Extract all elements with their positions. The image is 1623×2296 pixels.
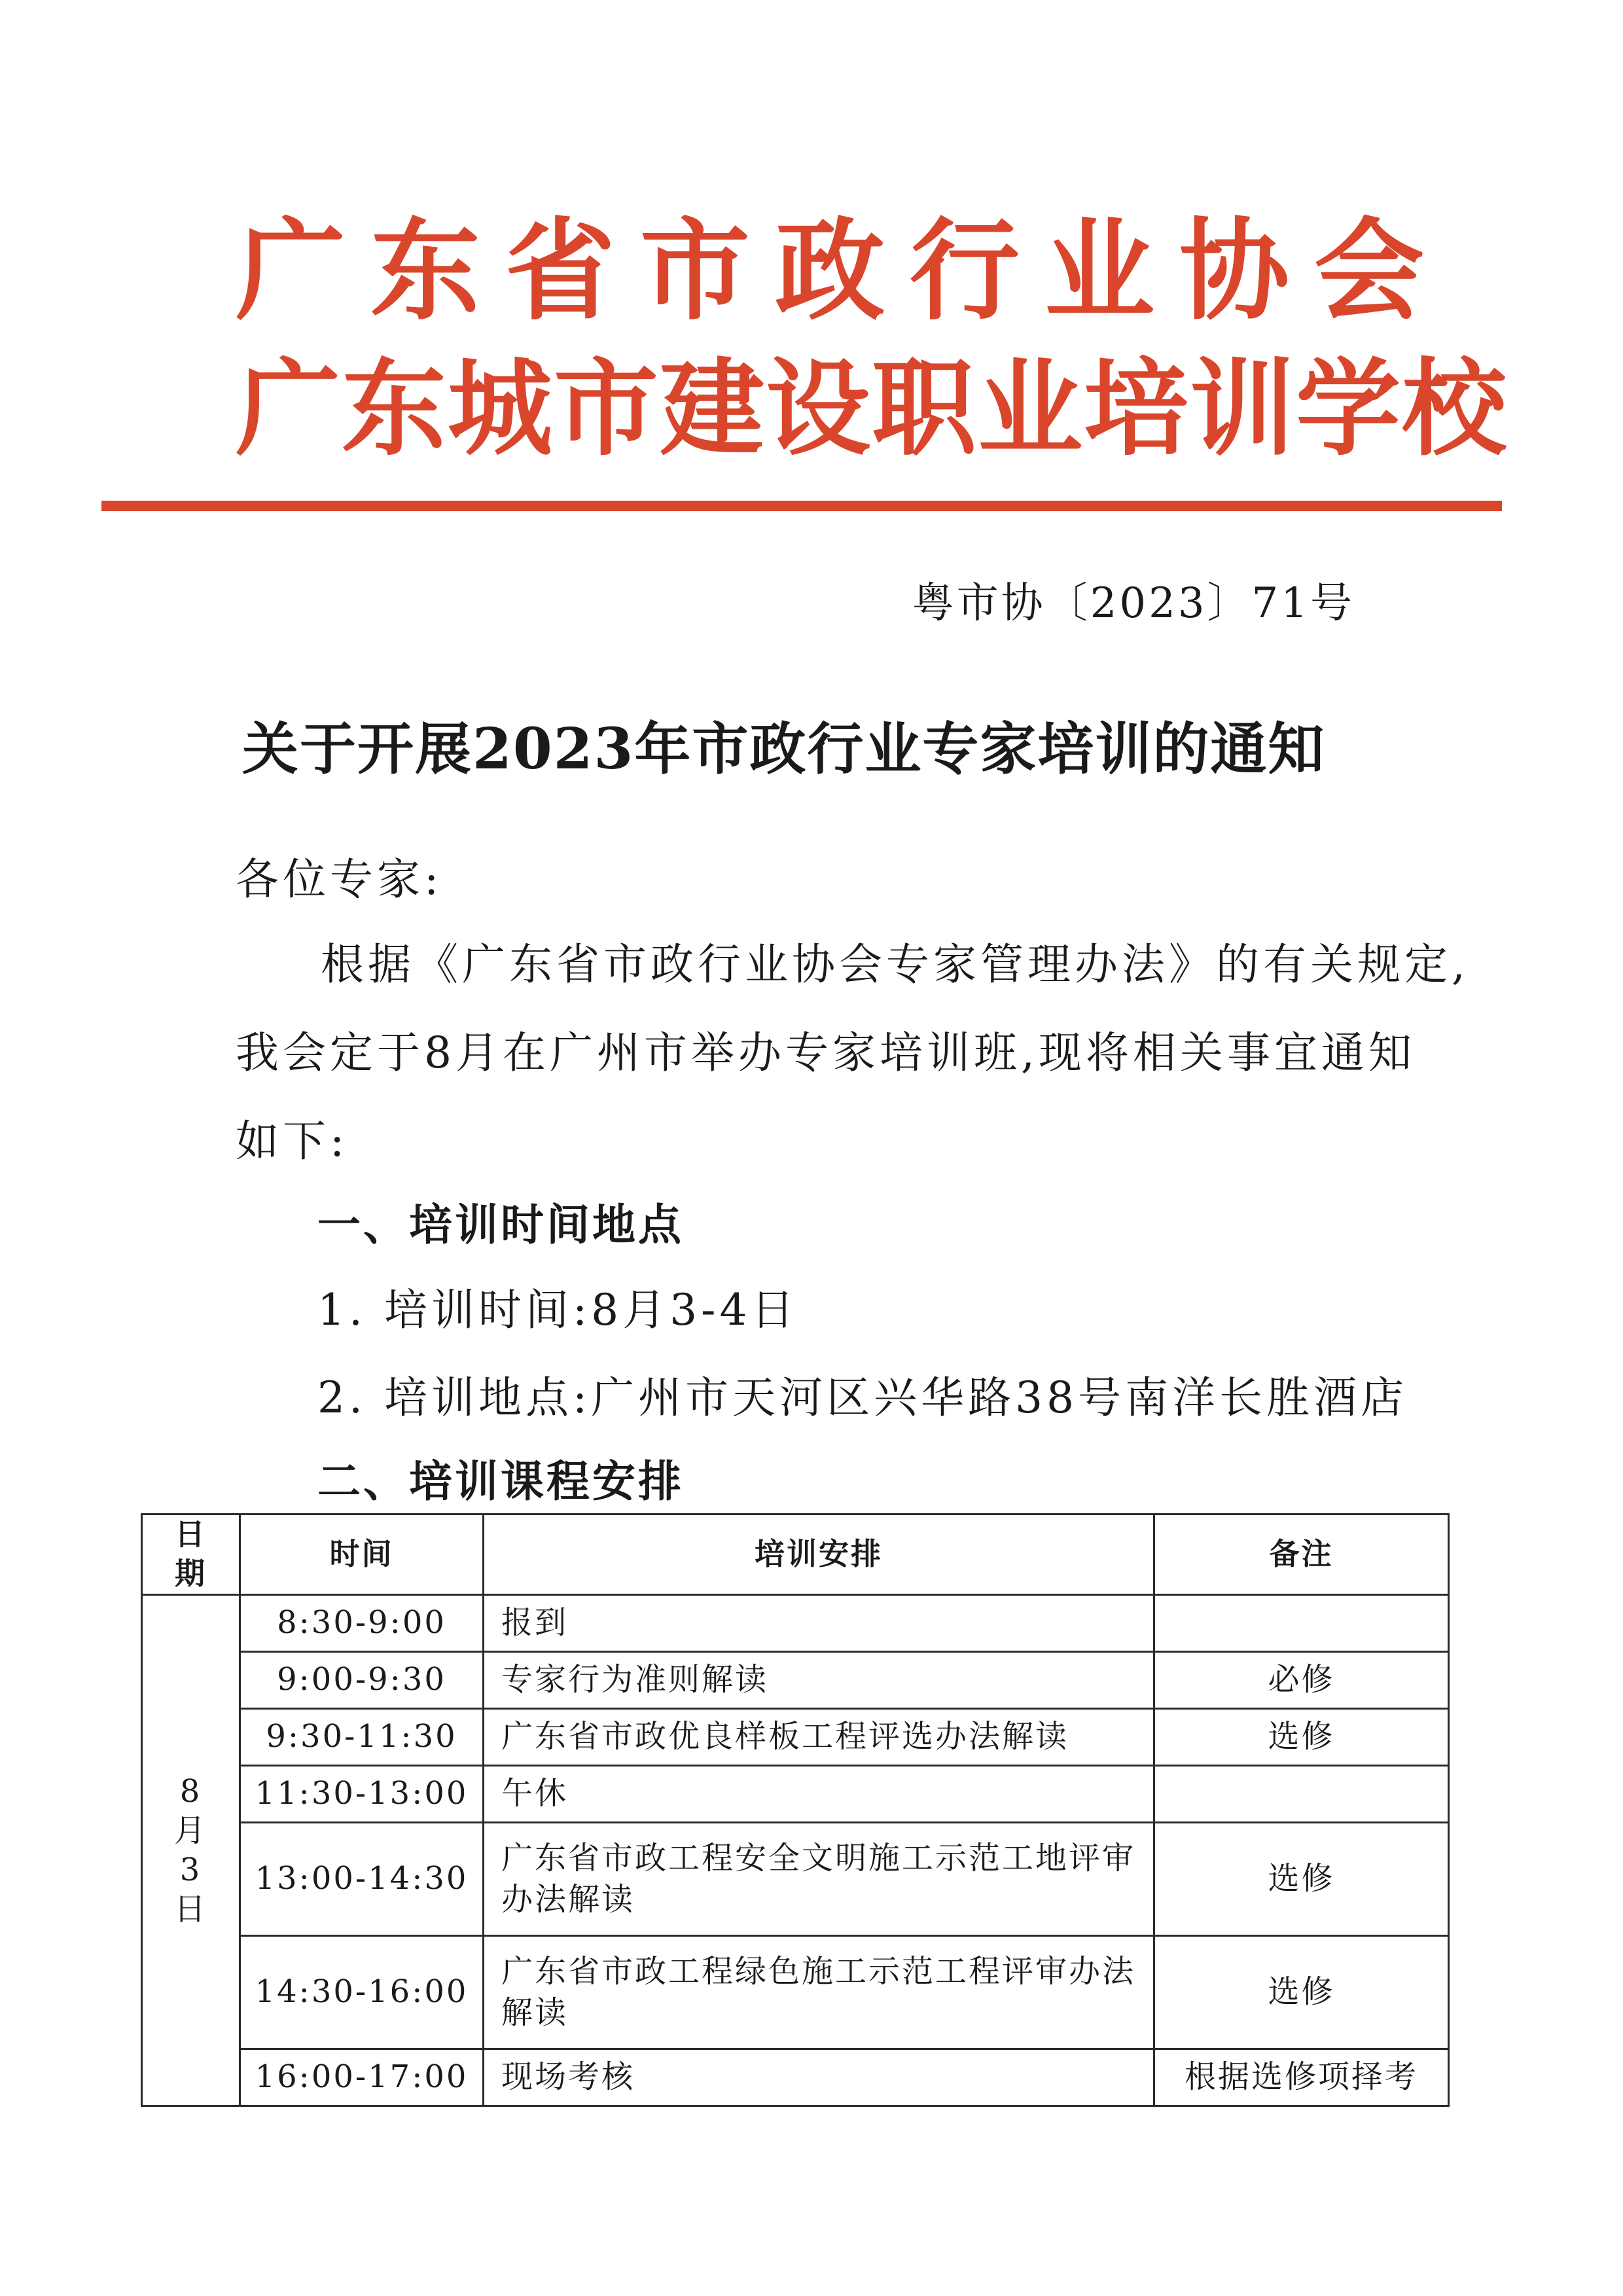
section-heading-schedule: 二、培训课程安排 [317,1456,684,1507]
header-date: 日期 [142,1515,240,1595]
notice-title: 关于开展2023年市政行业专家培训的通知 [242,716,1326,782]
date-cell [142,1594,240,2106]
note-cell [1154,1765,1449,1822]
note-cell: 必修 [1154,1651,1449,1708]
time-cell: 9:30-11:30 [240,1708,484,1765]
time-cell: 13:00-14:30 [240,1822,484,1935]
time-cell: 11:30-13:00 [240,1765,484,1822]
table-row [142,1594,1449,1651]
time-cell: 9:00-9:30 [240,1651,484,1708]
arrangement-cell: 专家行为准则解读 [484,1651,1154,1708]
arrangement-cell: 现场考核 [484,2049,1154,2106]
arrangement-cell: 午休 [484,1765,1154,1822]
time-cell: 8:30-9:00 [240,1594,484,1651]
header-note: 备注 [1154,1515,1449,1595]
date-char: 日 [173,1890,207,1928]
org-name-association: 广东省市政行业协会 [236,207,1449,335]
table-row [142,1708,1449,1765]
note-cell [1154,1594,1449,1651]
note-cell: 根据选修项择考 [1154,2049,1449,2106]
schedule-table [141,1513,1450,2107]
body-line-1: 根据《广东省市政行业协会专家管理办法》的有关规定, [321,939,1469,990]
table-row [142,1651,1449,1708]
header-time: 时间 [240,1515,484,1595]
date-char: 3 [179,1851,202,1888]
arrangement-cell: 广东省市政工程绿色施工示范工程评审办法解读 [484,1935,1154,2049]
time-cell: 16:00-17:00 [240,2049,484,2106]
arrangement-cell: 广东省市政优良样板工程评选办法解读 [484,1708,1154,1765]
note-cell: 选修 [1154,1822,1449,1935]
table-row [142,1822,1449,1935]
table-row [142,1935,1449,2049]
document-number: 粤市协〔2023〕71号 [912,579,1355,628]
section-heading-time-place: 一、培训时间地点 [317,1200,684,1250]
note-cell: 选修 [1154,1708,1449,1765]
red-header-divider [101,501,1502,511]
arrangement-cell: 广东省市政工程安全文明施工示范工地评审办法解读 [484,1822,1154,1935]
arrangement-cell: 报到 [484,1594,1154,1651]
training-time: 1. 培训时间:8月3-4日 [317,1285,798,1335]
note-cell: 选修 [1154,1935,1449,2049]
date-char: 8 [179,1772,202,1810]
training-place: 2. 培训地点:广州市天河区兴华路38号南洋长胜酒店 [317,1372,1408,1423]
body-line-3: 如下: [236,1116,349,1166]
table-header-row [142,1515,1449,1595]
date-char: 月 [173,1812,207,1849]
org-name-school: 广东城市建设职业培训学校 [236,348,1508,470]
table-row [142,1765,1449,1822]
body-line-2: 我会定于8月在广州市举办专家培训班,现将相关事宜通知 [236,1028,1416,1078]
time-cell: 14:30-16:00 [240,1935,484,2049]
salutation: 各位专家: [236,854,443,905]
header-arrangement: 培训安排 [484,1515,1154,1595]
table-row [142,2049,1449,2106]
